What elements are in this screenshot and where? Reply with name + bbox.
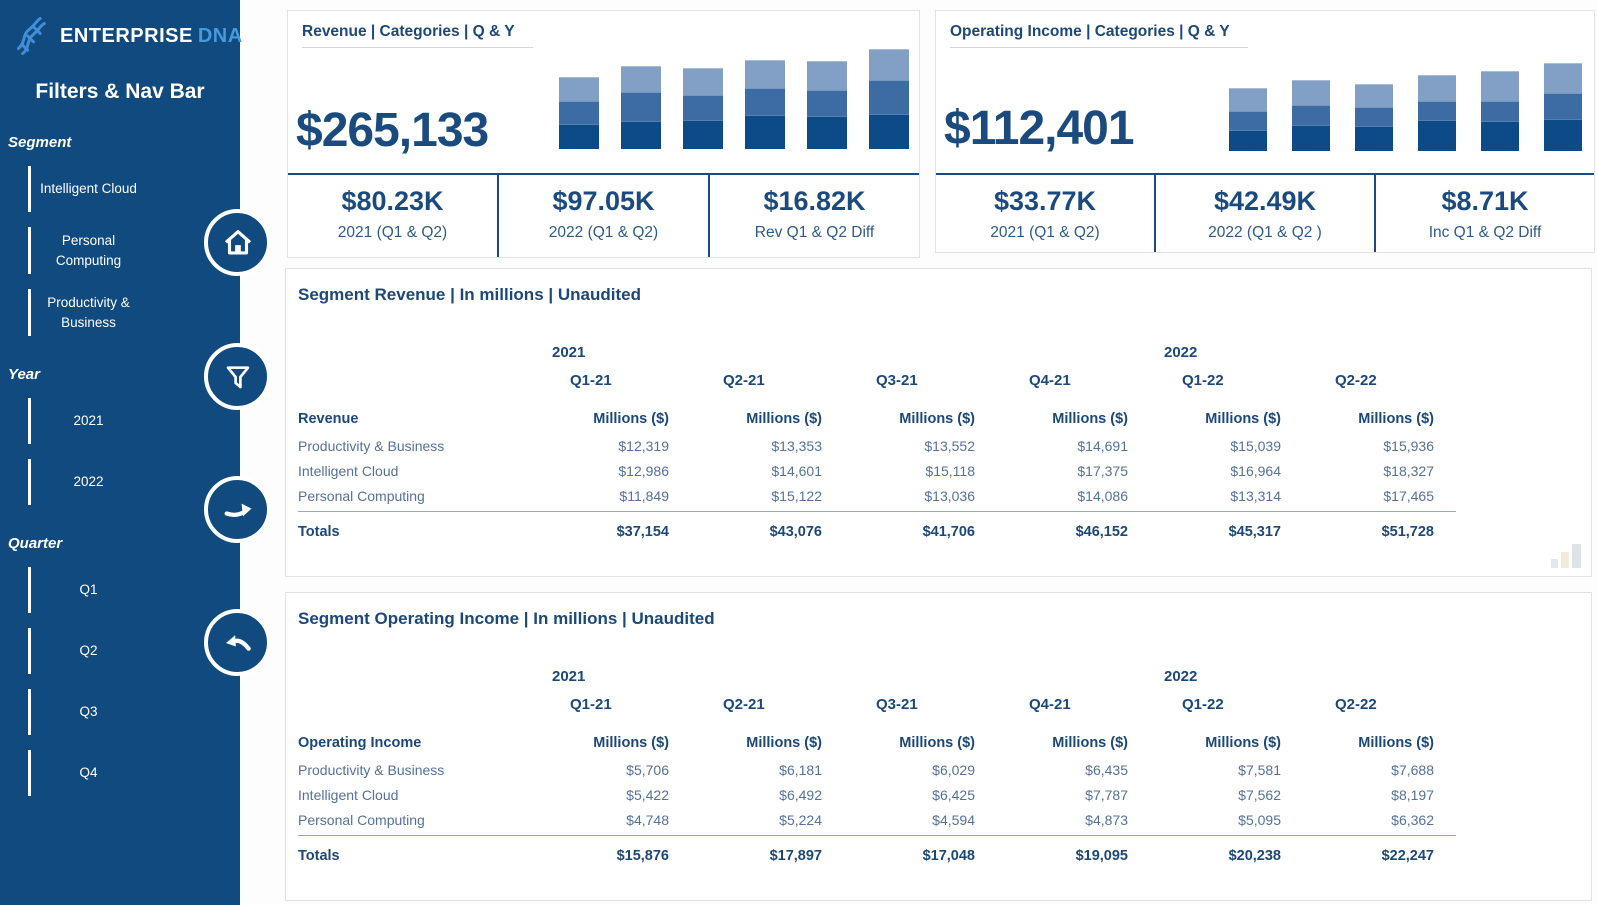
totals-value: $37,154 <box>616 523 669 540</box>
filter-funnel-icon <box>222 361 254 393</box>
measure-header-row <box>298 395 1456 433</box>
unit-header: Millions ($) <box>1358 735 1434 751</box>
kpi-value: $97.05K <box>552 186 655 216</box>
bar-segment-productivity-business[interactable] <box>807 61 847 90</box>
row-label: Intelligent Cloud <box>298 786 399 803</box>
brand-primary: ENTERPRISE <box>60 24 193 47</box>
quarter-header: Q1-21 <box>570 695 612 713</box>
filter-nav-button[interactable] <box>204 343 271 410</box>
cell-value: $17,465 <box>1383 487 1434 504</box>
quarter-header: Q3-21 <box>876 371 918 389</box>
cell-value: $5,706 <box>626 761 669 778</box>
quarter-header: Q1-22 <box>1182 695 1224 713</box>
cell-value: $13,036 <box>924 487 975 504</box>
quarter-header: Q4-21 <box>1029 371 1071 389</box>
unit-header: Millions ($) <box>899 735 975 751</box>
kpi-label: Inc Q1 & Q2 Diff <box>1428 224 1542 241</box>
home-nav-button[interactable] <box>204 209 271 276</box>
table-row-personal-computing[interactable] <box>298 483 1456 508</box>
cell-value: $8,197 <box>1391 786 1434 803</box>
table-row-intelligent-cloud[interactable] <box>298 458 1456 483</box>
segment-revenue-table-card <box>285 268 1592 577</box>
cell-value: $7,581 <box>1238 761 1281 778</box>
kpi-label: 2021 (Q1 & Q2) <box>990 224 1100 241</box>
stacked-bar-q1-22[interactable] <box>1481 71 1519 151</box>
row-label: Personal Computing <box>298 811 425 828</box>
filter-quarter-q3[interactable]: Q3 <box>28 689 146 735</box>
bar-segment-personal-computing[interactable] <box>869 80 909 114</box>
kpi-label: 2022 (Q1 & Q2) <box>548 224 659 241</box>
cell-value: $4,748 <box>626 811 669 828</box>
dna-helix-icon <box>10 16 52 56</box>
cell-value: $6,425 <box>932 786 975 803</box>
year-group-label: 2022 <box>1164 667 1198 685</box>
cell-value: $6,492 <box>779 786 822 803</box>
cell-value: $12,986 <box>618 462 669 479</box>
segment-operating-income-table-title: Segment Operating Income | In millions | Unaudited <box>298 609 715 628</box>
chart-watermark-icon <box>1551 544 1581 568</box>
operating-income-total-value: $112,401 <box>944 102 1134 155</box>
segment-revenue-table <box>298 339 1456 545</box>
cell-value: $7,787 <box>1085 786 1128 803</box>
revenue-mini-chart[interactable] <box>559 49 909 149</box>
bar-segment-personal-computing[interactable] <box>745 88 785 115</box>
filter-segment-personal-computing[interactable]: Personal Computing <box>28 227 146 274</box>
revenue-card-title: Revenue | Categories | Q & Y <box>302 23 919 48</box>
bar-segment-intelligent-cloud[interactable] <box>559 124 599 149</box>
cell-value: $7,562 <box>1238 786 1281 803</box>
year-group-label: 2022 <box>1164 343 1198 361</box>
next-page-button[interactable] <box>204 476 271 543</box>
row-label: Personal Computing <box>298 487 425 504</box>
quarter-header-row <box>298 689 1456 719</box>
brand-name <box>60 25 243 48</box>
kpi-opinc-diff <box>1374 175 1594 252</box>
operating-income-card-title: Operating Income | Categories | Q & Y <box>950 23 1594 48</box>
section-label-year: Year <box>8 366 40 384</box>
cell-value: $14,086 <box>1077 487 1128 504</box>
unit-header: Millions ($) <box>1052 735 1128 751</box>
bar-segment-personal-computing[interactable] <box>1481 101 1519 121</box>
totals-value: $20,238 <box>1228 847 1281 864</box>
quarter-header: Q2-22 <box>1335 695 1377 713</box>
bar-segment-intelligent-cloud[interactable] <box>1292 125 1330 151</box>
stacked-bar-q1-21[interactable] <box>559 77 599 149</box>
unit-header: Millions ($) <box>1205 411 1281 427</box>
row-label: Productivity & Business <box>298 437 445 454</box>
segment-revenue-table-title: Segment Revenue | In millions | Unaudited <box>298 285 641 304</box>
kpi-value: $80.23K <box>341 186 444 216</box>
filter-segment-productivity-business[interactable]: Productivity & Business <box>28 289 146 336</box>
filter-segment-intelligent-cloud[interactable]: Intelligent Cloud <box>28 166 146 212</box>
table-row-totals[interactable] <box>298 835 1456 869</box>
stacked-bar-q4-21[interactable] <box>1418 75 1456 151</box>
revenue-kpi-row <box>288 173 919 257</box>
bar-segment-personal-computing[interactable] <box>683 95 723 120</box>
cell-value: $4,873 <box>1085 811 1128 828</box>
table-row-totals[interactable] <box>298 511 1456 545</box>
stacked-bar-q3-21[interactable] <box>1355 84 1393 151</box>
cell-value: $5,422 <box>626 786 669 803</box>
cell-value: $14,691 <box>1077 437 1128 454</box>
cell-value: $15,039 <box>1230 437 1281 454</box>
bar-segment-productivity-business[interactable] <box>1544 63 1582 93</box>
unit-header: Millions ($) <box>746 411 822 427</box>
kpi-revenue-2022 <box>497 175 708 257</box>
operating-income-kpi-row <box>936 173 1594 252</box>
cell-value: $15,936 <box>1383 437 1434 454</box>
cell-value: $4,594 <box>932 811 975 828</box>
bar-segment-intelligent-cloud[interactable] <box>1229 130 1267 151</box>
table-row-personal-computing[interactable] <box>298 807 1456 832</box>
bar-segment-intelligent-cloud[interactable] <box>1355 126 1393 151</box>
bar-segment-intelligent-cloud[interactable] <box>869 114 909 149</box>
kpi-opinc-2022 <box>1154 175 1374 252</box>
segment-operating-income-table <box>298 663 1456 869</box>
brand-secondary: DNA <box>197 24 243 47</box>
unit-header: Millions ($) <box>746 735 822 751</box>
cell-value: $5,095 <box>1238 811 1281 828</box>
quarter-header-row <box>298 365 1456 395</box>
totals-value: $41,706 <box>922 523 975 540</box>
kpi-opinc-2021 <box>936 175 1154 252</box>
totals-label: Totals <box>298 523 340 540</box>
home-icon <box>221 226 255 260</box>
bar-segment-intelligent-cloud[interactable] <box>1418 120 1456 151</box>
year-group-label: 2021 <box>552 343 586 361</box>
table-row-productivity-business[interactable] <box>298 433 1456 458</box>
kpi-revenue-2021 <box>288 175 497 257</box>
quarter-header: Q2-22 <box>1335 371 1377 389</box>
stacked-bar-q2-22[interactable] <box>869 49 909 149</box>
year-group-row <box>298 663 1456 689</box>
cell-value: $15,122 <box>771 487 822 504</box>
totals-label: Totals <box>298 847 340 864</box>
cell-value: $17,375 <box>1077 462 1128 479</box>
stacked-bar-q4-21[interactable] <box>745 60 785 149</box>
bar-segment-productivity-business[interactable] <box>869 49 909 80</box>
kpi-value: $33.77K <box>993 186 1097 216</box>
unit-header: Millions ($) <box>899 411 975 427</box>
stacked-bar-q2-21[interactable] <box>621 66 661 149</box>
arrow-back-icon <box>221 626 255 660</box>
quarter-header: Q2-21 <box>723 695 765 713</box>
cell-value: $6,435 <box>1085 761 1128 778</box>
totals-value: $43,076 <box>769 523 822 540</box>
unit-header: Millions ($) <box>1052 411 1128 427</box>
filters-nav-sidebar <box>0 0 243 905</box>
sidebar-title: Filters & Nav Bar <box>35 80 205 103</box>
bar-segment-productivity-business[interactable] <box>1355 84 1393 108</box>
cell-value: $6,362 <box>1391 811 1434 828</box>
unit-header: Millions ($) <box>593 735 669 751</box>
bar-segment-personal-computing[interactable] <box>1418 101 1456 120</box>
totals-value: $45,317 <box>1228 523 1281 540</box>
operating-income-kpi-card <box>935 10 1595 253</box>
operating-income-mini-chart[interactable] <box>1229 63 1582 151</box>
quarter-header: Q4-21 <box>1029 695 1071 713</box>
bar-segment-personal-computing[interactable] <box>807 90 847 116</box>
quarter-header: Q1-22 <box>1182 371 1224 389</box>
filter-year-2021[interactable]: 2021 <box>28 398 146 444</box>
segment-operating-income-table-card <box>285 592 1592 901</box>
bar-segment-personal-computing[interactable] <box>559 101 599 124</box>
cell-value: $6,181 <box>779 761 822 778</box>
totals-value: $17,897 <box>769 847 822 864</box>
year-group-label: 2021 <box>552 667 586 685</box>
kpi-label: 2021 (Q1 & Q2) <box>337 224 448 241</box>
arrow-right-icon <box>221 493 255 527</box>
unit-header: Millions ($) <box>1358 411 1434 427</box>
section-label-segment: Segment <box>8 134 72 151</box>
stacked-bar-q3-21[interactable] <box>683 68 723 149</box>
cell-value: $18,327 <box>1383 462 1434 479</box>
bar-segment-productivity-business[interactable] <box>1229 88 1267 111</box>
row-label: Productivity & Business <box>298 761 445 778</box>
totals-value: $19,095 <box>1075 847 1128 864</box>
back-page-button[interactable] <box>204 609 271 676</box>
cell-value: $14,601 <box>771 462 822 479</box>
bar-segment-productivity-business[interactable] <box>1418 75 1456 100</box>
bar-segment-personal-computing[interactable] <box>621 92 661 121</box>
cell-value: $5,224 <box>779 811 822 828</box>
cell-value: $15,118 <box>925 462 975 479</box>
bar-segment-intelligent-cloud[interactable] <box>683 120 723 149</box>
cell-value: $13,353 <box>771 437 822 454</box>
totals-value: $46,152 <box>1075 523 1128 540</box>
totals-value: $15,876 <box>616 847 669 864</box>
bar-segment-intelligent-cloud[interactable] <box>745 115 785 149</box>
kpi-value: $8.71K <box>1441 186 1529 216</box>
measure-label: Operating Income <box>298 735 422 751</box>
stacked-bar-q2-22[interactable] <box>1544 63 1582 151</box>
bar-segment-personal-computing[interactable] <box>1544 93 1582 118</box>
bar-segment-productivity-business[interactable] <box>745 60 785 88</box>
unit-header: Millions ($) <box>593 411 669 427</box>
revenue-kpi-card <box>287 10 920 258</box>
table-row-intelligent-cloud[interactable] <box>298 782 1456 807</box>
bar-segment-productivity-business[interactable] <box>559 77 599 101</box>
bar-segment-intelligent-cloud[interactable] <box>621 121 661 149</box>
bar-segment-personal-computing[interactable] <box>1229 111 1267 130</box>
cell-value: $6,029 <box>932 761 975 778</box>
totals-value: $17,048 <box>922 847 975 864</box>
measure-label: Revenue <box>298 411 359 427</box>
table-row-productivity-business[interactable] <box>298 757 1456 782</box>
cell-value: $11,849 <box>619 487 669 504</box>
cell-value: $16,964 <box>1230 462 1281 479</box>
filter-quarter-q2[interactable]: Q2 <box>28 628 146 674</box>
stacked-bar-q1-21[interactable] <box>1229 88 1267 151</box>
bar-segment-intelligent-cloud[interactable] <box>1544 119 1582 151</box>
stacked-bar-q2-21[interactable] <box>1292 80 1330 151</box>
kpi-label: Rev Q1 & Q2 Diff <box>754 224 875 241</box>
quarter-header: Q1-21 <box>570 371 612 389</box>
section-label-quarter: Quarter <box>8 535 63 553</box>
cell-value: $13,552 <box>924 437 975 454</box>
kpi-value: $16.82K <box>763 186 866 216</box>
bar-segment-productivity-business[interactable] <box>1481 71 1519 101</box>
filter-year-2022[interactable]: 2022 <box>28 459 146 505</box>
revenue-total-value: $265,133 <box>296 104 489 157</box>
totals-value: $22,247 <box>1381 847 1434 864</box>
bar-segment-productivity-business[interactable] <box>1292 80 1330 104</box>
stacked-bar-q1-22[interactable] <box>807 61 847 149</box>
cell-value: $7,688 <box>1391 761 1434 778</box>
quarter-header: Q3-21 <box>876 695 918 713</box>
bar-segment-intelligent-cloud[interactable] <box>1481 121 1519 151</box>
filter-quarter-q1[interactable]: Q1 <box>28 567 146 613</box>
bar-segment-productivity-business[interactable] <box>683 68 723 94</box>
quarter-header: Q2-21 <box>723 371 765 389</box>
measure-header-row <box>298 719 1456 757</box>
bar-segment-personal-computing[interactable] <box>1355 107 1393 125</box>
unit-header: Millions ($) <box>1205 735 1281 751</box>
bar-segment-productivity-business[interactable] <box>621 66 661 92</box>
year-group-row <box>298 339 1456 365</box>
filter-quarter-q4[interactable]: Q4 <box>28 750 146 796</box>
cell-value: $12,319 <box>618 437 669 454</box>
brand-logo <box>0 0 243 56</box>
bar-segment-intelligent-cloud[interactable] <box>807 116 847 149</box>
cell-value: $13,314 <box>1230 487 1281 504</box>
bar-segment-personal-computing[interactable] <box>1292 105 1330 126</box>
kpi-label: 2022 (Q1 & Q2 ) <box>1208 224 1322 241</box>
row-label: Intelligent Cloud <box>298 462 399 479</box>
totals-value: $51,728 <box>1381 523 1434 540</box>
kpi-value: $42.49K <box>1213 186 1317 216</box>
kpi-revenue-diff <box>708 175 919 257</box>
